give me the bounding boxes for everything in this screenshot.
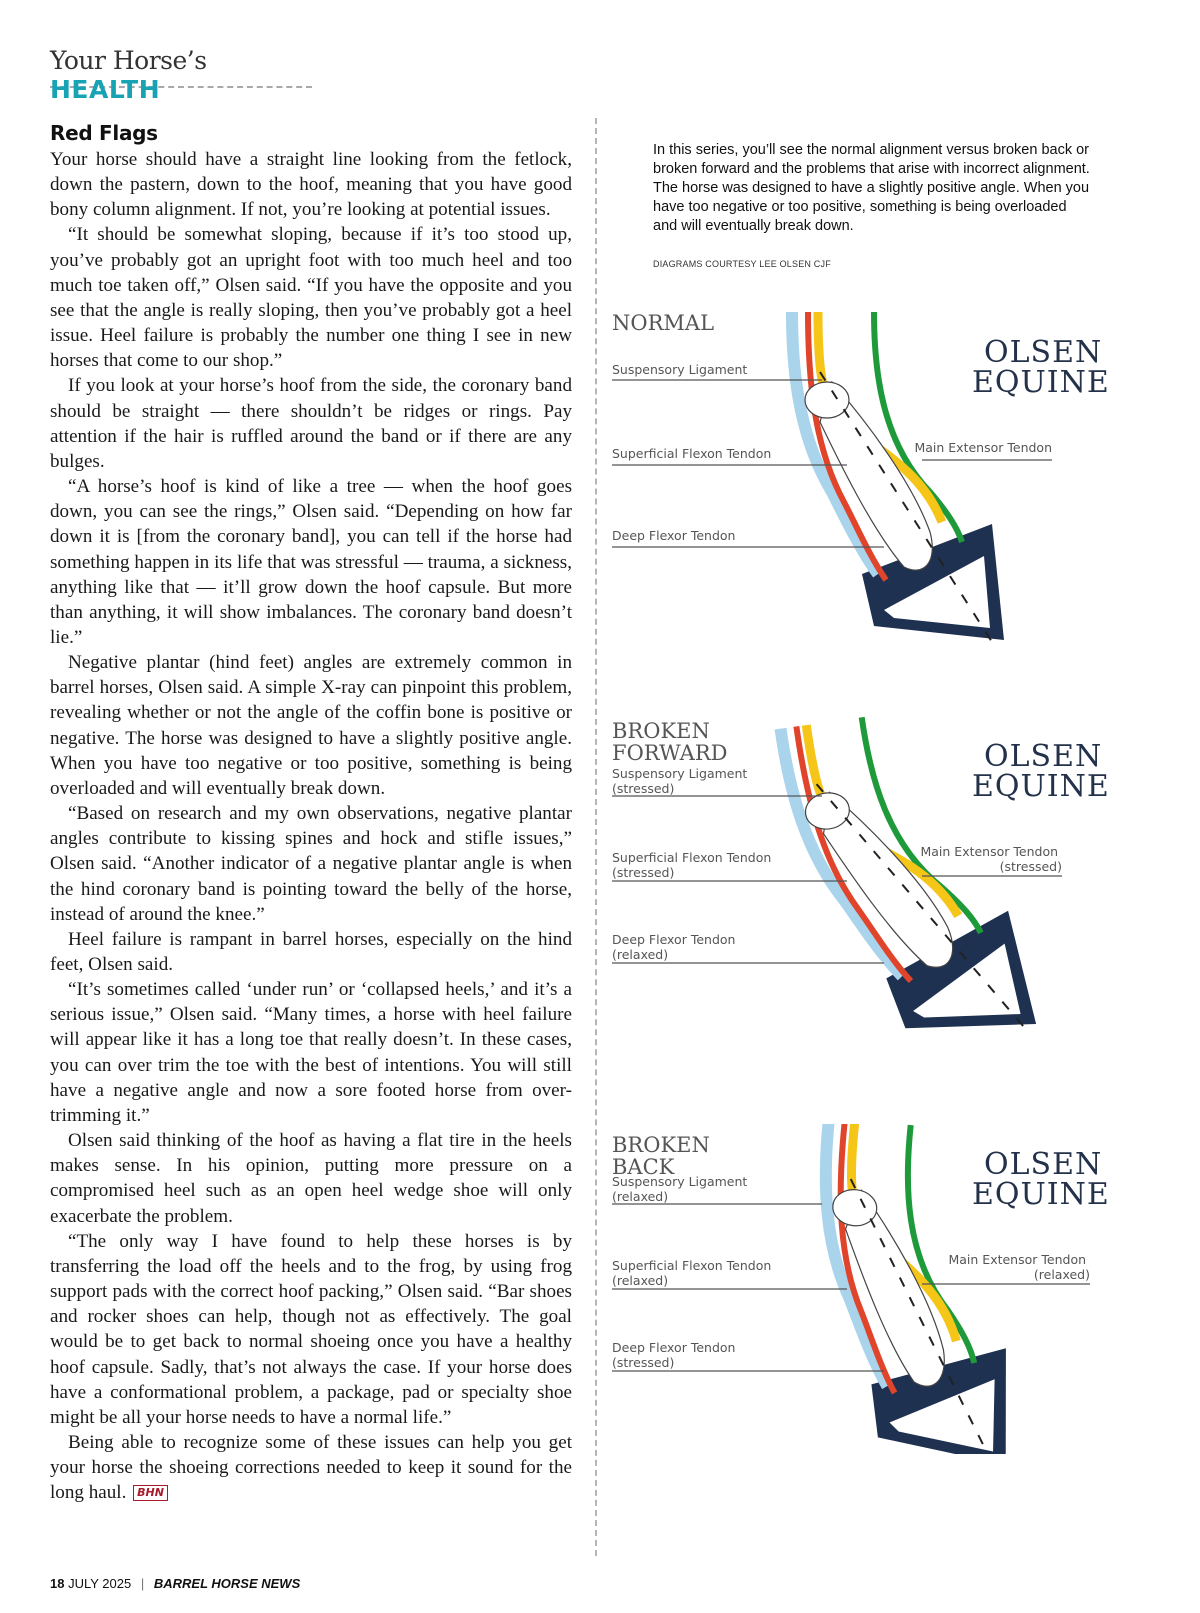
label-extensor	[920, 844, 1062, 876]
article-paragraph-text: Being able to recognize some of these issues can help you get your horse the shoeing corrections needed to keep it sound for the long haul.	[50, 1431, 572, 1504]
logo-line1: OLSEN	[984, 1147, 1103, 1182]
hoof-anatomy	[792, 312, 1004, 642]
header-section: HEALTH	[50, 75, 161, 104]
label-deep-line2: (relaxed)	[612, 947, 669, 962]
diagram-title	[612, 719, 728, 765]
article-heading: Red Flags	[50, 121, 158, 145]
label-superficial-line1: Superficial Flexon Tendon	[612, 1258, 772, 1273]
diagram-title-line2: BACK	[612, 1155, 675, 1179]
label-deep-text	[612, 932, 739, 962]
header-prefix: Your Horse’s	[50, 46, 207, 75]
diagram-title-line2: FORWARD	[612, 741, 728, 765]
diagram-broken-forward	[612, 716, 1152, 1051]
label-suspensory-text	[612, 766, 751, 796]
diagram-credit: DIAGRAMS COURTESY LEE OLSEN CJF	[653, 259, 831, 269]
column-divider	[595, 118, 597, 1556]
diagram-broken-back	[612, 1124, 1152, 1459]
issue-date: JULY 2025	[68, 1576, 132, 1591]
logo-line1: OLSEN	[984, 335, 1103, 370]
label-deep-line1: Deep Flexor Tendon	[612, 932, 736, 947]
footer-separator: |	[140, 1576, 145, 1591]
olsen-equine-logo	[972, 1147, 1110, 1212]
label-deep	[612, 932, 884, 963]
label-superficial	[612, 1258, 847, 1289]
label-deep-text	[612, 528, 735, 543]
label-suspensory-line1: Suspensory Ligament	[612, 766, 748, 781]
article-paragraph: Negative plantar (hind feet) angles are extremely common in barrel horses, Olsen said. A simple X-ray can pinpoint this problem, revealing whether or not the angle of the coffin bone is positive or negative. The horse was designed to have a slightly positive angle. When you have too negative or too positive, something is being overloaded and will eventually break down.	[50, 652, 572, 799]
label-suspensory-line2: (stressed)	[612, 781, 675, 796]
article-paragraph: “It should be somewhat sloping, because if it’s too stood up, you’ve probably got an upright foot with too much heel and too much toe taken off,” Olsen said. “If you have the opposite and you see that the angle is really sloping, then you’ve probably got a heel issue. Heel failure is probably the number one thing I see in new horses that come to our shop.”	[50, 224, 572, 372]
olsen-equine-logo	[972, 335, 1110, 400]
label-deep-text	[612, 1340, 739, 1370]
label-extensor	[922, 1252, 1090, 1284]
label-deep-line1: Deep Flexor Tendon	[612, 1340, 736, 1355]
diagram-title-line1: BROKEN	[612, 1133, 710, 1157]
article-paragraph: “A horse’s hoof is kind of like a tree — when the hoof goes down, you can see the rings,” Olsen said. “Depending on how far down it is [from the coronary band], you can tell if the horse had something happen in its life that was stressful — trauma, a sickness, anything like that — it’ll grow down the hoof capsule. But more than anything, it will show imbalances. The coronary band doesn’t lie.”	[50, 476, 572, 648]
label-superficial-line1: Superficial Flexon Tendon	[612, 446, 772, 461]
logo-line1: OLSEN	[984, 739, 1103, 774]
logo-line2: EQUINE	[972, 769, 1110, 804]
hoof-diagram	[612, 1124, 1152, 1454]
label-extensor	[914, 440, 1052, 460]
label-suspensory-text	[612, 1174, 751, 1204]
label-superficial-text	[612, 1258, 775, 1288]
hoof-diagram	[612, 312, 1152, 642]
bhn-end-mark: BHN	[133, 1485, 168, 1501]
article-paragraph-last	[50, 1430, 572, 1505]
label-superficial-line1: Superficial Flexon Tendon	[612, 850, 772, 865]
section-header	[50, 46, 312, 104]
label-suspensory-line1: Suspensory Ligament	[612, 362, 748, 377]
article-paragraph: Heel failure is rampant in barrel horses, especially on the hind feet, Olsen said.	[50, 928, 572, 975]
sesamoid-bone	[805, 382, 849, 418]
label-extensor-line2: (stressed)	[999, 859, 1062, 874]
label-extensor-line1: Main Extensor Tendon	[948, 1252, 1087, 1267]
label-deep-line2: (stressed)	[612, 1355, 675, 1370]
label-suspensory-line1: Suspensory Ligament	[612, 1174, 748, 1189]
page-number: 18	[50, 1576, 65, 1591]
label-extensor-line1: Main Extensor Tendon	[914, 440, 1052, 455]
diagram-caption: In this series, you’ll see the normal alignment versus broken back or broken forward and the problems that arise with incorrect alignment. The horse was designed to have a slightly positive angle. When you have too negative or too positive, something is being overloaded and will eventually break down.	[653, 142, 1090, 234]
diagram-title	[612, 1133, 717, 1179]
label-superficial-line2: (stressed)	[612, 865, 675, 880]
label-superficial-text	[612, 850, 775, 880]
logo-line2: EQUINE	[972, 1177, 1110, 1212]
label-extensor-line2: (relaxed)	[1033, 1267, 1090, 1282]
label-deep	[612, 528, 884, 547]
diagram-title-line1: NORMAL	[612, 312, 715, 335]
label-superficial-line2: (relaxed)	[612, 1273, 669, 1288]
diagram-normal	[612, 312, 1152, 647]
label-extensor-text	[914, 440, 1052, 455]
label-extensor-text	[948, 1252, 1090, 1282]
diagram-title	[612, 312, 714, 335]
article-body	[50, 121, 572, 1505]
label-extensor-line1: Main Extensor Tendon	[920, 844, 1059, 859]
page-footer	[50, 1576, 300, 1591]
article-paragraph: “Based on research and my own observations, negative plantar angles contribute to kissing spines and hock and stifle issues,” Olsen said. “Another indicator of a negative plantar angle is when the hind coronary band is pointing toward the belly of the horse, instead of around the knee.”	[50, 803, 572, 925]
article-paragraph: “It’s sometimes called ‘under run’ or ‘collapsed heels,’ and it’s a serious issue,” Olsen said. “Many times, a horse with heel failure will appear like it has a long toe that really doesn’t. In these cases, you can over trim the toe with the best of intentions. You will still have a negative angle and now a sore footed horse from over-trimming it.”	[50, 979, 572, 1126]
label-suspensory	[612, 1174, 822, 1204]
olsen-equine-logo	[972, 739, 1110, 804]
article-paragraph: If you look at your horse’s hoof from the side, the coronary band should be straight — there shouldn’t be ridges or rings. Pay attention if the hair is ruffled around the band or if there are any bulges.	[50, 375, 572, 472]
article-paragraph: Olsen said thinking of the hoof as having a flat tire in the heels makes sense. In his opinion, putting more pressure on a compromised heel such as an open heel wedge shoe will only exacerbate the problem.	[50, 1130, 572, 1227]
article-paragraph: Your horse should have a straight line looking from the fetlock, down the pastern, down to the hoof, meaning that you have good bony column alignment. If not, you’re looking at potential issues.	[50, 149, 572, 221]
logo-line2: EQUINE	[972, 365, 1110, 400]
label-suspensory-text	[612, 362, 747, 377]
article-paragraph: “The only way I have found to help these horses is by transferring the load off the heels and to the frog, by using frog support pads with the correct hoof packing,” Olsen said. “Bar shoes and rocker shoes can help, though not as effectively. The goal would be to get back to normal shoeing once you have a healthy hoof capsule. Sadly, that’s not always the case. If your horse does have a conformational problem, a package, pad or specialty shoe might be all your horse needs to have a normal life.”	[50, 1230, 572, 1428]
hoof-diagram	[612, 716, 1152, 1046]
label-suspensory-line2: (relaxed)	[612, 1189, 669, 1204]
label-superficial-text	[612, 446, 771, 461]
diagram-title-line1: BROKEN	[612, 719, 710, 743]
publication-name: BARREL HORSE NEWS	[153, 1576, 301, 1591]
label-extensor-text	[920, 844, 1062, 874]
label-deep	[612, 1340, 884, 1371]
label-deep-line1: Deep Flexor Tendon	[612, 528, 736, 543]
